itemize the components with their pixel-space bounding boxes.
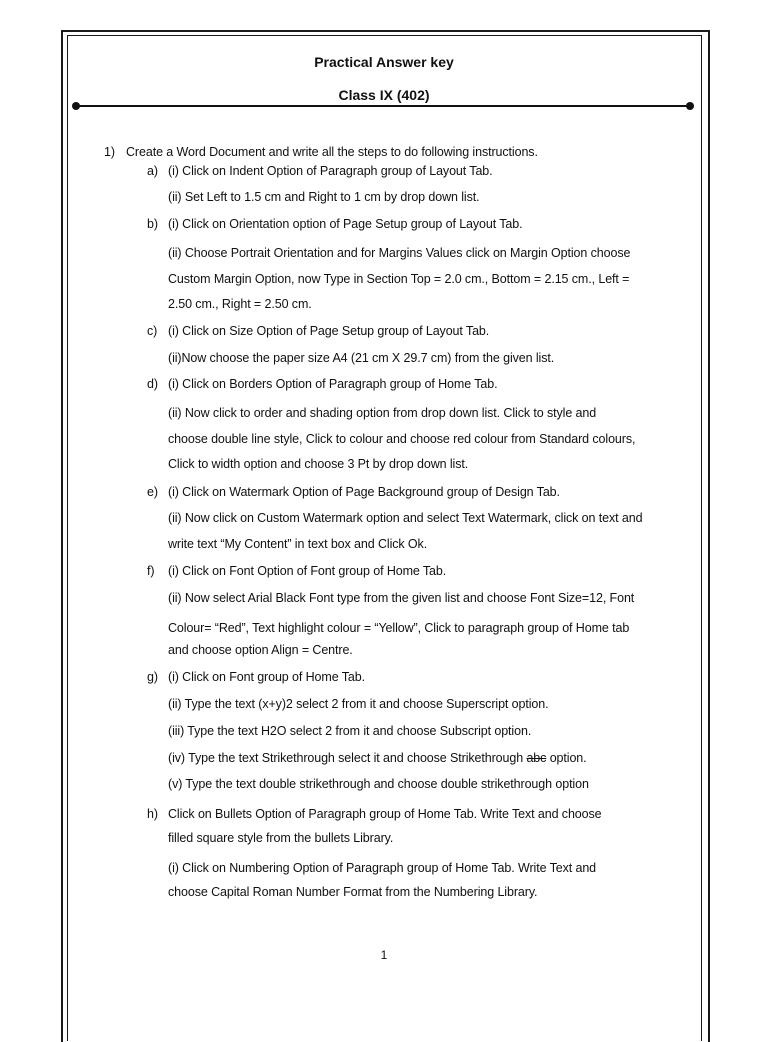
rule-right-dot [686, 102, 694, 110]
item-g-line-2: (ii) Type the text (x+y)2 select 2 from it and choose Superscript option. [168, 697, 549, 711]
item-g-line-1: (i) Click on Font group of Home Tab. [168, 670, 365, 684]
item-g-line-4-text: (iv) Type the text Strikethrough select it and choose Strikethrough [168, 751, 524, 765]
item-g-line-3: (iii) Type the text H2O select 2 from it and choose Subscript option. [168, 724, 532, 738]
title-rule [76, 105, 690, 107]
item-f-line-4: and choose option Align = Centre. [168, 643, 353, 657]
item-label-h: h) [147, 807, 158, 821]
item-b-line-2: (ii) Choose Portrait Orientation and for Margins Values click on Margin Option choose [168, 246, 631, 260]
item-h-line-3: (i) Click on Numbering Option of Paragraph group of Home Tab. Write Text and [168, 861, 597, 875]
item-a-line-1: (i) Click on Indent Option of Paragraph group of Layout Tab. [168, 164, 493, 178]
item-c-line-1: (i) Click on Size Option of Page Setup group of Layout Tab. [168, 324, 490, 338]
item-h-line-2: filled square style from the bullets Library. [168, 831, 394, 845]
item-f-line-2: (ii) Now select Arial Black Font type from the given list and choose Font Size=12, Font [168, 591, 635, 605]
item-label-e: e) [147, 485, 158, 499]
item-e-line-3: write text “My Content” in text box and Click Ok. [168, 537, 428, 551]
item-e-line-1: (i) Click on Watermark Option of Page Background group of Design Tab. [168, 485, 560, 499]
item-g-line-5: (v) Type the text double strikethrough and choose double strikethrough option [168, 777, 589, 791]
item-d-line-2: (ii) Now click to order and shading option from drop down list. Click to style and [168, 406, 597, 420]
item-b-line-1: (i) Click on Orientation option of Page Setup group of Layout Tab. [168, 217, 523, 231]
item-a-line-2: (ii) Set Left to 1.5 cm and Right to 1 cm by drop down list. [168, 190, 480, 204]
item-label-c: c) [147, 324, 158, 338]
item-b-line-3: Custom Margin Option, now Type in Section Top = 2.0 cm., Bottom = 2.15 cm., Left = [168, 272, 630, 286]
strikethrough-sample: abc [526, 751, 547, 765]
item-d-line-4: Click to width option and choose 3 Pt by drop down list. [168, 457, 469, 471]
item-h-line-4: choose Capital Roman Number Format from the Numbering Library. [168, 885, 538, 899]
item-d-line-1: (i) Click on Borders Option of Paragraph group of Home Tab. [168, 377, 498, 391]
item-g-line-4-tail: option. [549, 751, 587, 765]
item-b-line-4: 2.50 cm., Right = 2.50 cm. [168, 297, 312, 311]
document-subtitle: Class IX (402) [338, 87, 430, 103]
item-label-d: d) [147, 377, 158, 391]
item-f-line-1: (i) Click on Font Option of Font group of Home Tab. [168, 564, 447, 578]
question-text: Create a Word Document and write all the steps to do following instructions. [126, 145, 538, 159]
item-label-g: g) [147, 670, 158, 684]
document-title: Practical Answer key [314, 54, 454, 70]
item-label-b: b) [147, 217, 158, 231]
item-c-line-2: (ii)Now choose the paper size A4 (21 cm X 29.7 cm) from the given list. [168, 351, 555, 365]
item-g-line-4 [168, 750, 587, 766]
page-number: 1 [380, 948, 388, 962]
item-h-line-1: Click on Bullets Option of Paragraph group of Home Tab. Write Text and choose [168, 807, 602, 821]
item-d-line-3: choose double line style, Click to colour and choose red colour from Standard colours, [168, 432, 636, 446]
item-label-f: f) [147, 564, 155, 578]
item-f-line-3: Colour= “Red”, Text highlight colour = “Yellow”, Click to paragraph group of Home tab [168, 621, 630, 635]
item-label-a: a) [147, 164, 158, 178]
question-number: 1) [104, 145, 115, 159]
item-e-line-2: (ii) Now click on Custom Watermark option and select Text Watermark, click on text and [168, 511, 643, 525]
